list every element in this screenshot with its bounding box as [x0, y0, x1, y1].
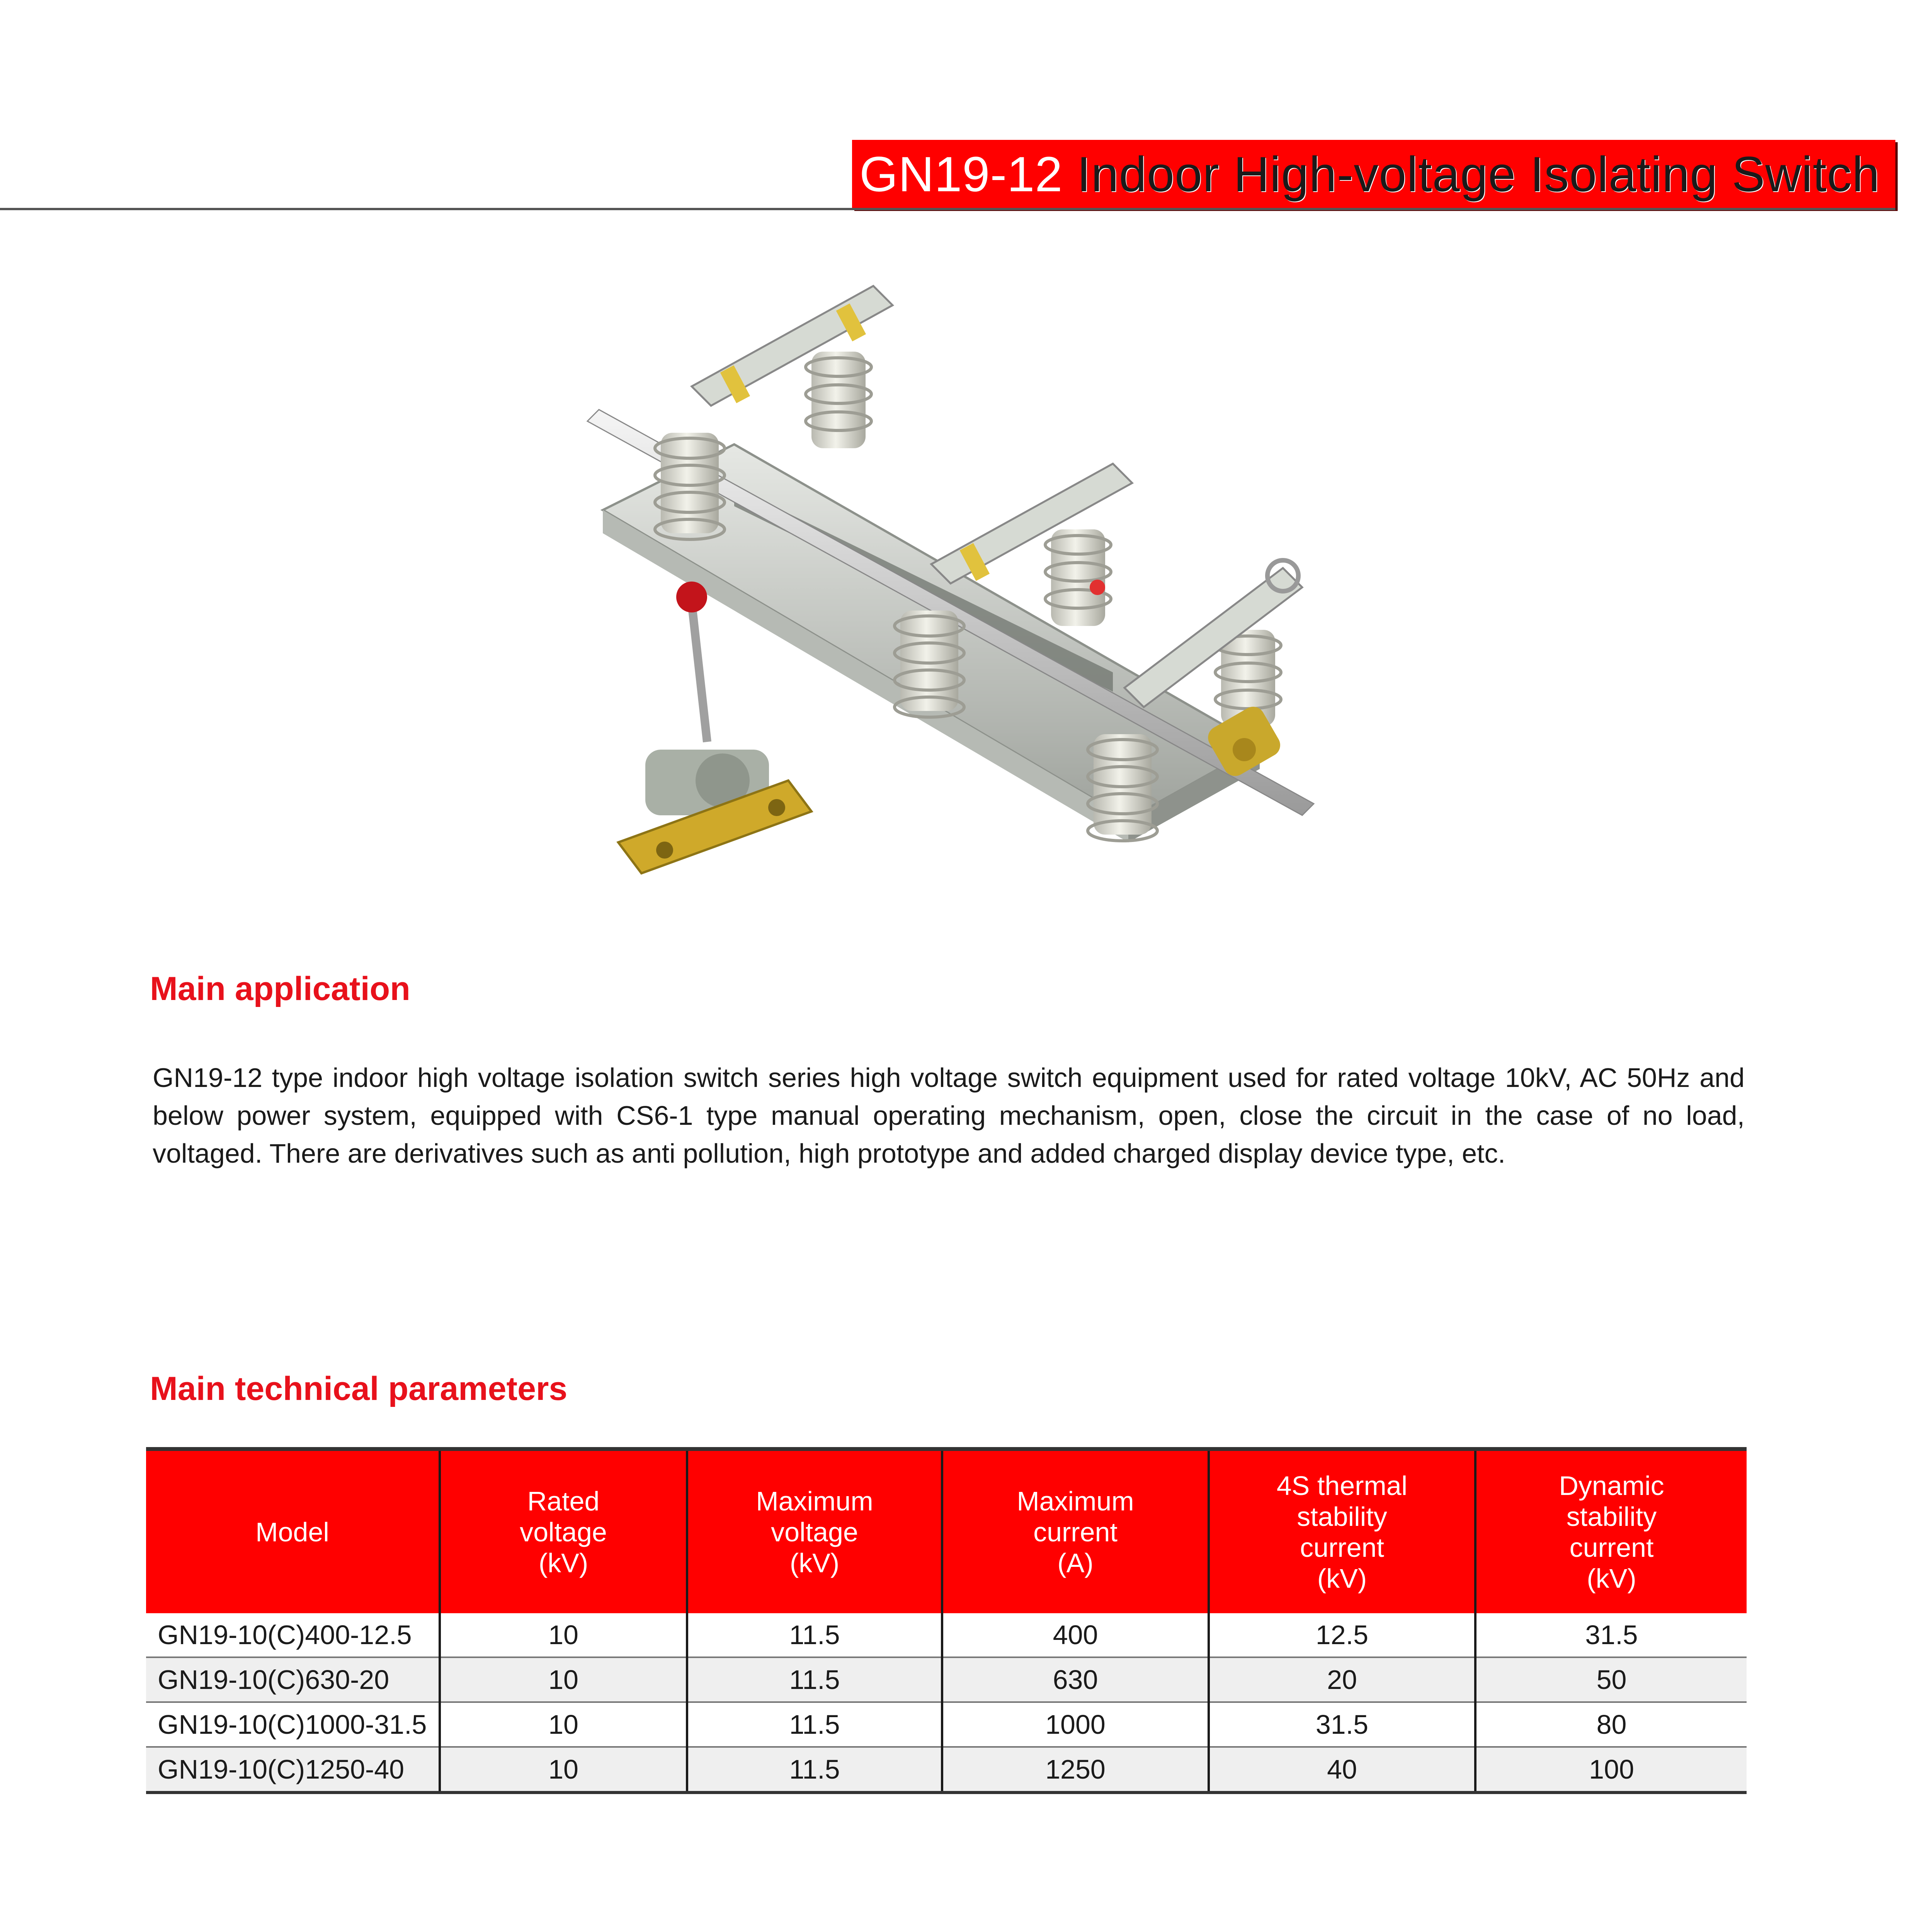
- technical-parameters-heading: Main technical parameters: [150, 1370, 568, 1407]
- table-cell: 1250: [942, 1747, 1209, 1793]
- table-row: [146, 1613, 1747, 1657]
- table-cell: 11.5: [687, 1747, 942, 1793]
- column-header: [942, 1449, 1209, 1613]
- header-line: Model: [255, 1517, 329, 1547]
- header-line: Maximum: [756, 1486, 873, 1516]
- header-line: Dynamic: [1559, 1471, 1664, 1501]
- header-line: (kV): [1587, 1563, 1636, 1594]
- header-line: voltage: [771, 1517, 858, 1547]
- header-line: (A): [1057, 1548, 1094, 1578]
- table-cell: 1000: [942, 1702, 1209, 1747]
- table-cell: 50: [1475, 1657, 1747, 1702]
- header-line: current: [1569, 1532, 1654, 1563]
- header-line: current: [1033, 1517, 1118, 1547]
- header-line: (kV): [789, 1548, 840, 1578]
- header-line: current: [1300, 1532, 1384, 1563]
- header-line: stability: [1297, 1502, 1387, 1532]
- table-cell: 10: [440, 1657, 687, 1702]
- header-line: voltage: [520, 1517, 607, 1547]
- table-cell: 11.5: [687, 1702, 942, 1747]
- table-row: [146, 1702, 1747, 1747]
- table-cell: 630: [942, 1657, 1209, 1702]
- table-cell: 10: [440, 1613, 687, 1657]
- table-cell: 20: [1209, 1657, 1475, 1702]
- column-header: [146, 1449, 440, 1613]
- page-title: [859, 146, 1880, 203]
- model-cell: GN19-10(C)630-20: [146, 1657, 440, 1702]
- table-header-row: [146, 1449, 1747, 1613]
- column-header: [1209, 1449, 1475, 1613]
- table-row: [146, 1657, 1747, 1702]
- header-line: (kV): [1317, 1563, 1367, 1594]
- column-header: [440, 1449, 687, 1613]
- table-cell: 10: [440, 1702, 687, 1747]
- isolating-switch-illustration: [572, 270, 1345, 908]
- table-cell: 31.5: [1475, 1613, 1747, 1657]
- table-cell: 11.5: [687, 1613, 942, 1657]
- technical-parameters-table: [146, 1447, 1747, 1794]
- table-cell: 400: [942, 1613, 1209, 1657]
- model-cell: GN19-10(C)1000-31.5: [146, 1702, 440, 1747]
- title-banner: [852, 140, 1895, 209]
- table-cell: 40: [1209, 1747, 1475, 1793]
- header-line: stability: [1566, 1502, 1657, 1532]
- main-application-heading: Main application: [150, 970, 410, 1007]
- table-cell: 12.5: [1209, 1613, 1475, 1657]
- table-cell: 100: [1475, 1747, 1747, 1793]
- title-model: GN19-12: [859, 146, 1063, 202]
- main-application-text: GN19-12 type indoor high voltage isolation switch series high voltage switch equipment used for rated voltage 10kV, AC 50Hz and below power system, equipped with CS6-1 type manual operating mechanism, open, close the circuit in the case of no load, voltaged. There are derivatives such as anti pollution, high prototype and added charged display device type, etc.: [153, 1063, 1745, 1168]
- table-row: [146, 1747, 1747, 1793]
- header-line: Maximum: [1017, 1486, 1134, 1516]
- column-header: [1475, 1449, 1747, 1613]
- model-cell: GN19-10(C)1250-40: [146, 1747, 440, 1793]
- header-line: Rated: [527, 1486, 600, 1516]
- header-line: (kV): [538, 1548, 589, 1578]
- table-cell: 31.5: [1209, 1702, 1475, 1747]
- title-divider: [0, 208, 1895, 210]
- header-line: 4S thermal: [1276, 1471, 1408, 1501]
- table-cell: 80: [1475, 1702, 1747, 1747]
- table-cell: 10: [440, 1747, 687, 1793]
- table-cell: 11.5: [687, 1657, 942, 1702]
- model-cell: GN19-10(C)400-12.5: [146, 1613, 440, 1657]
- column-header: [687, 1449, 942, 1613]
- title-rest: Indoor High-voltage Isolating Switch: [1077, 146, 1880, 202]
